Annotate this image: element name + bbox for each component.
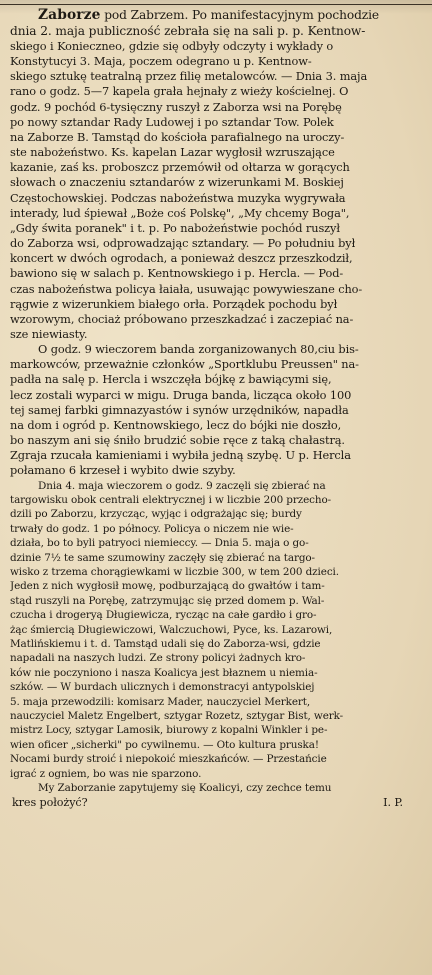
text-line: Częstochowskiej. Podczas nabożeństwa muzyka wygrywała (10, 190, 346, 205)
text-line: do Zaborza wsi, odprowadzając sztandary. — Po południu był (10, 236, 356, 251)
text-line: szków. — W burdach ulicznych i demonstracyi antypolskiej (10, 681, 315, 694)
text-line: Matlińskiemu i t. d. Tamstąd udali się do Zaborza-wsi, gdzie (10, 638, 321, 650)
closing-text: kres położyć? (12, 796, 88, 810)
text-line: „Gdy świta poranek" i t. p. Po nabożeństwie pochód ruszył (10, 220, 340, 235)
text-line: markowców, przeważnie członków „Sportklubu Preussen" na- (10, 357, 359, 372)
text-line: żąc śmiercią Długiewiczowi, Walczuchowi, Pyce, ks. Lazarowi, (10, 623, 333, 636)
text-line: kazanie, zaś ks. proboszcz przemówił od ołtarza w gorących (10, 160, 350, 175)
text-line: lecz zostali wyparci w migu. Druga banda, licząca około 100 (10, 387, 352, 402)
text-line: Zgraja rzucała kamieniami i wybiła jedną szybę. U p. Hercla (10, 448, 351, 463)
text-line: sze niewiasty. (10, 326, 88, 341)
text-line: O godz. 9 wieczorem banda zorganizowanych 80,ciu bis- (38, 342, 359, 357)
text-line: na Zaborze B. Tamstąd do kościoła parafialnego na uroczy- (10, 129, 345, 144)
text-line: tej samej farbki gimnazyastów i synów urzędników, napadła (10, 402, 349, 417)
article-body (10, 7, 425, 810)
paragraph-1 (10, 39, 425, 342)
text-line: mistrz Locy, sztygar Lamosik, biurowy z kopalni Winkler i pe- (10, 724, 328, 737)
lead-line-2: dnia 2. maja publiczność zebrała się na sali p. p. Kentnow- (10, 24, 366, 38)
text-line: trwały do godz. 1 po północy. Policya o niczem nie wie- (10, 522, 294, 535)
text-line: Jeden z nich wygłosił mowę, podburzającą do gwałtów i tam- (10, 580, 325, 593)
text-line: 5. maja przewodzili: komisarz Mader, nauczyciel Merkert, (10, 695, 311, 708)
text-line: dzinie 7½ te same szumowiny zaczęły się zbierać na targo- (10, 551, 315, 564)
text-line: bo naszym ani się śniło brudzić sobie ręce z taką chałastrą. (10, 433, 345, 448)
text-line: dzili po Zaborzu, krzycząc, wyjąc i odgrażając się; burdy (10, 508, 302, 521)
text-line: igrać z ogniem, bo was nie sparzono. (10, 767, 202, 780)
text-line: ków nie poczyniono i nasza Koalicya jest błaznem u niemia- (10, 666, 318, 679)
lead-text: pod Zabrzem. Po manifestacyjnym pochodzie (100, 8, 380, 22)
text-line: bawiono się w salach p. Kentnowskiego i p. Hercla. — Pod- (10, 266, 344, 281)
text-line: nauczyciel Maletz Engelbert, sztygar Rozetz, sztygar Bist, werk- (10, 710, 344, 723)
text-line: interady, lud śpiewał „Boże coś Polskę", „My chcemy Boga", (10, 205, 350, 220)
text-line: stąd ruszyli na Porębę, zatrzymując się przed domem p. Wal- (10, 594, 325, 607)
text-line: targowisku obok centrali elektrycznej i w liczbie 200 przecho- (10, 493, 332, 506)
text-line: czucha i drogeryą Długiewicza, rycząc na całe gardło i gro- (10, 609, 317, 622)
text-line: wisko z trzema chorągiewkami w liczbie 300, w tem 200 dzieci. (10, 565, 339, 578)
text-line: padła na salę p. Hercla i wszczęła bójkę z bawiącymi się, (10, 372, 332, 387)
text-line: połamano 6 krzeseł i wybito dwie szyby. (10, 463, 236, 478)
text-line: skiego i Konieczneo, gdzie się odbyły odczyty i wykłady o (10, 39, 334, 53)
text-line: wzorowym, chociaż próbowano przeszkadzać i zaczepiać na- (10, 311, 354, 326)
text-line: na dom i ogród p. Kentnowskiego, lecz do bójki nie doszło, (10, 417, 342, 432)
text-line: Dnia 4. maja wieczorem o godz. 9 zaczęli się zbierać na (38, 479, 326, 492)
text-line: skiego sztukę teatralną przez filię metalowców. — Dnia 3. maja (10, 69, 368, 84)
author-initials: I. P. (383, 796, 403, 810)
top-rule (0, 0, 432, 5)
text-line: godz. 9 pochód 6-tysięczny ruszył z Zaborza wsi na Porębę (10, 99, 342, 114)
text-line: wien oficer „sicherki" po cywilnemu. — Oto kultura pruska! (10, 738, 319, 751)
lead-line (10, 7, 425, 23)
text-line: ste nabożeństwo. Ks. kapelan Lazar wygłosił wzruszające (10, 145, 335, 160)
place-name: Zaborze (38, 7, 101, 23)
paragraph-2 (10, 342, 425, 478)
text-line: napadali na naszych ludzi. Ze strony policyi żadnych kro- (10, 652, 306, 665)
text-line: rano o godz. 5—7 kapela grała hejnały z wieży kościelnej. O (10, 84, 349, 99)
text-line: słowach o znaczeniu sztandarów z wizerunkami M. Boskiej (10, 175, 344, 190)
text-line: Konstytucyi 3. Maja, poczem odegrano u p. Kentnow- (10, 54, 312, 69)
text-line: czas nabożeństwa policya łaiała, usuwając powywieszane cho- (10, 281, 363, 296)
text-line: po nowy sztandar Rady Ludowej i po sztandar Tow. Polek (10, 114, 334, 129)
text-line: działa, bo to byli patryoci niemieccy. — Dnia 5. maja o go- (10, 537, 309, 550)
closing-question-line: My Zaborzanie zapytujemy się Koalicyi, czy zechce temu (38, 782, 332, 795)
paragraph-3 (10, 479, 425, 782)
text-line: Nocami burdy stroić i niepokoić mieszkańców. — Przestańcie (10, 753, 327, 766)
text-line: rągwie z wizerunkiem białego orła. Porządek pochodu był (10, 296, 338, 311)
text-line: koncert w dwóch ogrodach, a ponieważ deszcz przeszkodził, (10, 251, 353, 266)
closing-row (10, 795, 425, 810)
